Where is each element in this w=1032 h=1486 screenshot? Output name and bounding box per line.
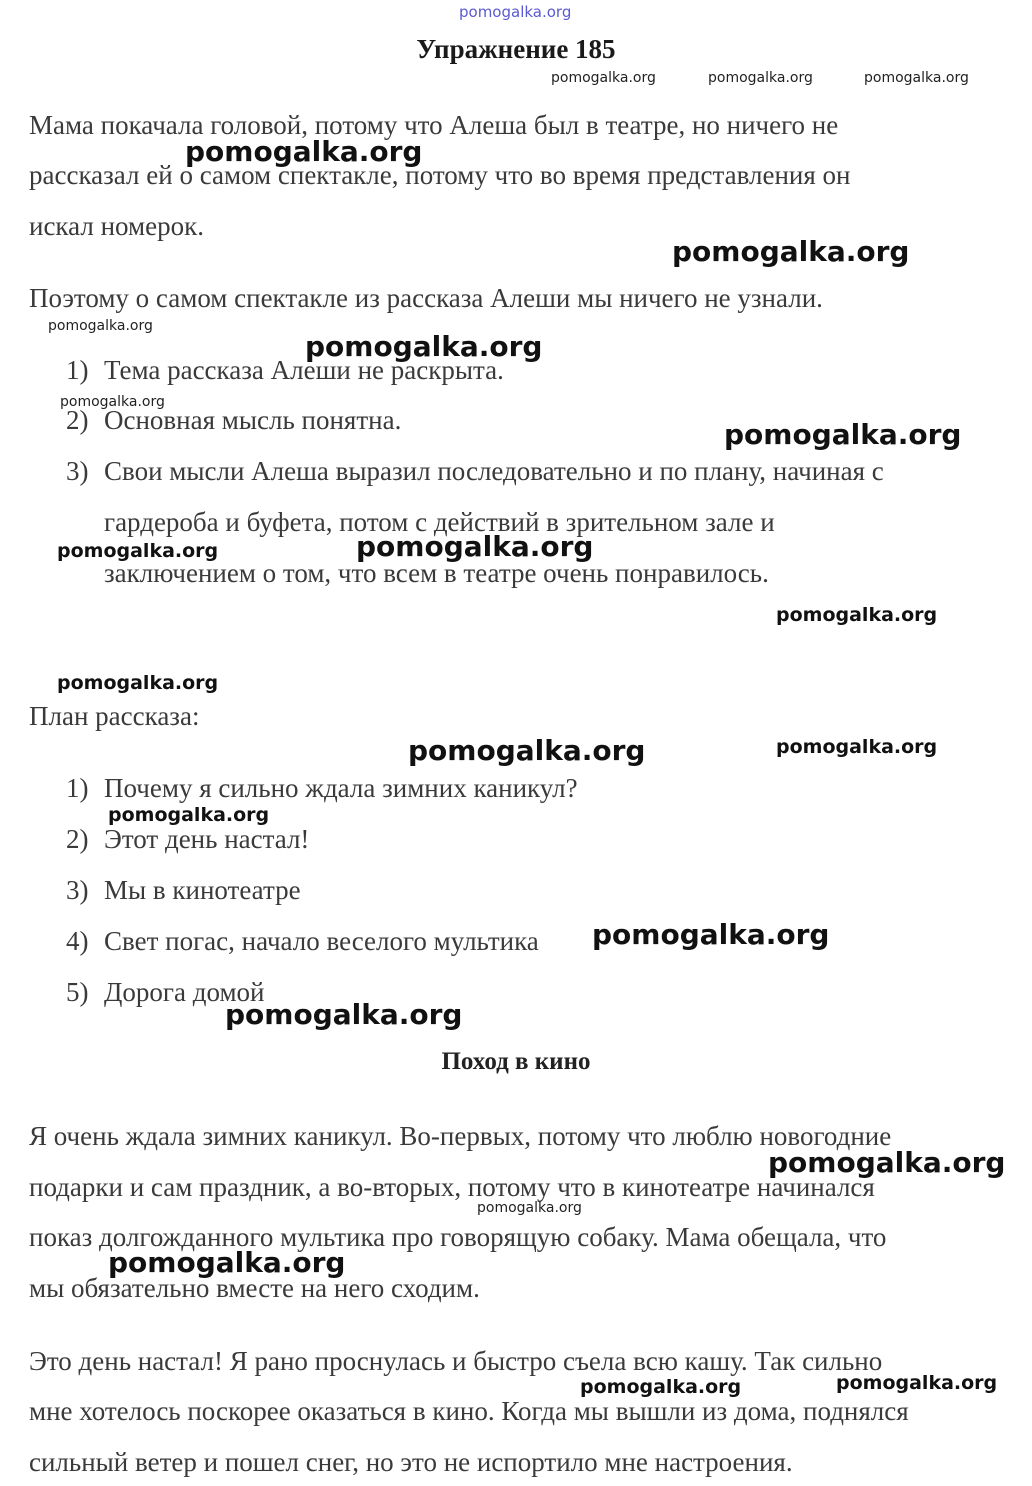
paragraph1-line-3: искал номерок. — [29, 211, 204, 241]
watermark: pomogalka.org — [48, 318, 153, 334]
story-p1-line-2: подарки и сам праздник, а во-вторых, потому что в кинотеатре начинался — [29, 1172, 875, 1202]
story-title: Поход в кино — [441, 1048, 591, 1075]
analysis-num-1: 1) — [66, 355, 89, 385]
watermark: pomogalka.org — [108, 1246, 346, 1279]
paragraph1-line-2: рассказал ей о самом спектакле, потому что во время представления он — [29, 160, 851, 190]
story-p2-line-3: сильный ветер и пошел снег, но это не испортило мне настроения. — [29, 1447, 793, 1477]
watermark: pomogalka.org — [592, 918, 830, 951]
plan-num-1: 1) — [66, 773, 89, 803]
top-link[interactable]: pomogalka.org — [459, 3, 572, 21]
watermark: pomogalka.org — [57, 672, 219, 694]
plan-num-2: 2) — [66, 824, 89, 854]
plan-num-4: 4) — [66, 926, 89, 956]
watermark: pomogalka.org — [408, 734, 646, 767]
watermark: pomogalka.org — [477, 1200, 582, 1216]
plan-item-1: Почему я сильно ждала зимних каникул? — [104, 773, 578, 803]
watermark: pomogalka.org — [551, 70, 656, 86]
analysis-item-2: Основная мысль понятна. — [104, 405, 402, 435]
watermark: pomogalka.org — [708, 70, 813, 86]
watermark: pomogalka.org — [57, 540, 219, 562]
watermark: pomogalka.org — [305, 330, 543, 363]
analysis-item-3-line-3: заключением о том, что всем в театре очень понравилось. — [104, 558, 769, 588]
watermark: pomogalka.org — [768, 1146, 1006, 1179]
exercise-title: Упражнение 185 — [416, 34, 616, 64]
plan-item-5: Дорога домой — [104, 977, 265, 1007]
watermark: pomogalka.org — [776, 604, 938, 626]
story-p1-line-1: Я очень ждала зимних каникул. Во-первых, потому что люблю новогодние — [29, 1121, 892, 1151]
watermark: pomogalka.org — [776, 736, 938, 758]
paragraph2: Поэтому о самом спектакле из рассказа Алеши мы ничего не узнали. — [29, 283, 823, 313]
analysis-item-1: Тема рассказа Алеши не раскрыта. — [104, 355, 504, 385]
story-p2-line-2: мне хотелось поскорее оказаться в кино. Когда мы вышли из дома, поднялся — [29, 1396, 909, 1426]
watermark: pomogalka.org — [356, 530, 594, 563]
watermark: pomogalka.org — [225, 998, 463, 1031]
analysis-num-2: 2) — [66, 405, 89, 435]
watermark: pomogalka.org — [185, 135, 423, 168]
watermark: pomogalka.org — [672, 235, 910, 268]
watermark: pomogalka.org — [580, 1376, 742, 1398]
plan-num-5: 5) — [66, 977, 89, 1007]
watermark: pomogalka.org — [836, 1372, 998, 1394]
analysis-item-3-line-2: гардероба и буфета, потом с действий в зрительном зале и — [104, 507, 775, 537]
watermark: pomogalka.org — [108, 804, 270, 826]
plan-item-2: Этот день настал! — [104, 824, 310, 854]
analysis-num-3: 3) — [66, 456, 89, 486]
watermark: pomogalka.org — [864, 70, 969, 86]
watermark: pomogalka.org — [724, 418, 962, 451]
analysis-item-3-line-1: Свои мысли Алеша выразил последовательно и по плану, начиная с — [104, 456, 884, 486]
story-p1-line-4: мы обязательно вместе на него сходим. — [29, 1273, 480, 1303]
plan-num-3: 3) — [66, 875, 89, 905]
plan-item-3: Мы в кинотеатре — [104, 875, 301, 905]
plan-item-4: Свет погас, начало веселого мультика — [104, 926, 539, 956]
story-p2-line-1: Это день настал! Я рано проснулась и быстро съела всю кашу. Так сильно — [29, 1346, 883, 1376]
story-p1-line-3: показ долгожданного мультика про говорящую собаку. Мама обещала, что — [29, 1222, 887, 1252]
plan-heading: План рассказа: — [29, 701, 200, 731]
paragraph1-line-1: Мама покачала головой, потому что Алеша был в театре, но ничего не — [29, 110, 839, 140]
watermark: pomogalka.org — [60, 394, 165, 410]
